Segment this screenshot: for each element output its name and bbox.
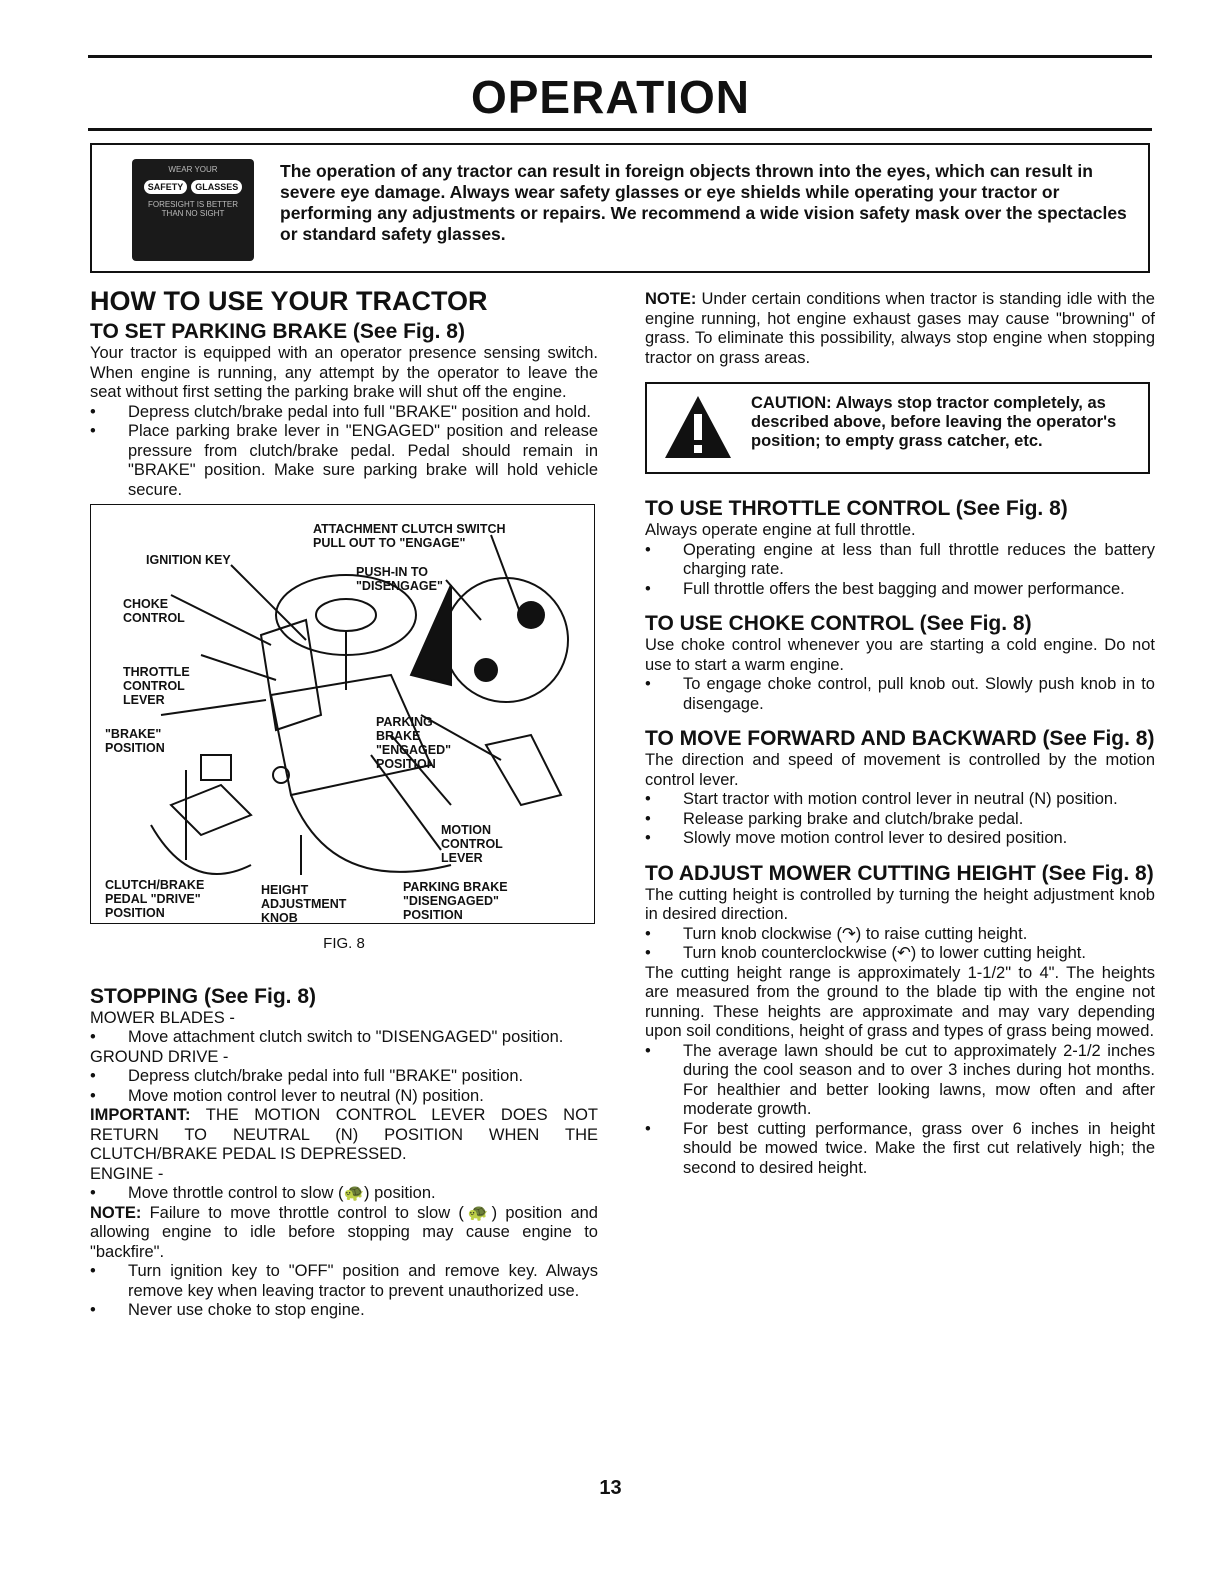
important-note: IMPORTANT: THE MOTION CONTROL LEVER DOES NOT RETURN TO NEUTRAL (N) POSITION WHEN THE CLUTCH/BRAKE PEDAL IS DEPRESSED.	[90, 1106, 599, 1163]
subheading-ground-drive: GROUND DRIVE -	[90, 1047, 229, 1066]
safety-glasses-icon: WEAR YOUR SAFETY GLASSES FORESIGHT IS BETTER THAN NO SIGHT	[132, 159, 254, 261]
label-ignition-key: IGNITION KEY	[146, 553, 231, 567]
list-item: • Depress clutch/brake pedal into full "BRAKE" position.	[90, 1067, 598, 1087]
parking-steps	[90, 403, 598, 501]
label-brake-position: "BRAKE" POSITION	[105, 727, 165, 755]
caution-box	[645, 382, 1150, 474]
choke-steps	[645, 675, 1155, 714]
list-item: • Full throttle offers the best bagging and mower performance.	[645, 580, 1155, 600]
label-parking-brake-engaged: PARKING BRAKE "ENGAGED" POSITION	[376, 715, 452, 771]
label-choke-control: CHOKE CONTROL	[123, 597, 185, 625]
list-item: • Turn knob clockwise (↷) to raise cutting height.	[645, 925, 1155, 945]
list-item: • Depress clutch/brake pedal into full "BRAKE" position and hold.	[90, 403, 598, 423]
top-rule	[88, 55, 1152, 58]
note-backfire: NOTE: Failure to move throttle control to slow (🐢) position and allowing engine to idle before stopping may cause engine to "backfire".	[90, 1203, 598, 1261]
list-item: • To engage choke control, pull knob out. Slowly push knob in to disengage.	[645, 675, 1155, 714]
list-item: • Turn knob counterclockwise (↶) to lower cutting height.	[645, 944, 1155, 964]
ground-steps	[90, 1067, 598, 1106]
list-item: • Operating engine at less than full throttle reduces the battery charging rate.	[645, 541, 1155, 580]
list-item: • Place parking brake lever in "ENGAGED" position and release pressure from clutch/brake pedal. Pedal should remain in "BRAKE" position. Make sure parking brake will hold vehicle secure.	[90, 422, 598, 500]
safety-warning-box	[90, 143, 1150, 273]
list-item: • Move motion control lever to neutral (N) position.	[90, 1087, 598, 1107]
label-height-knob: HEIGHT ADJUSTMENT KNOB	[261, 883, 347, 925]
subheading-mower-blades: MOWER BLADES -	[90, 1008, 235, 1027]
paragraph-height-range: The cutting height range is approximately 1-1/2" to 4". The heights are measured from the ground to the blade tip with the engine not running. These heights are approximate and may vary depending upon soil conditions, height of grass and types of grass being mowed.	[645, 963, 1155, 1040]
heading-move: TO MOVE FORWARD AND BACKWARD (See Fig. 8)	[645, 727, 1155, 750]
list-item: • Release parking brake and clutch/brake pedal.	[645, 810, 1155, 830]
title-rule	[88, 128, 1152, 131]
page-title: OPERATION	[470, 71, 751, 123]
paragraph-throttle: Always operate engine at full throttle.	[645, 521, 916, 539]
page-number: 13	[599, 1477, 622, 1499]
list-item: • Start tractor with motion control lever in neutral (N) position.	[645, 790, 1155, 810]
paragraph-choke: Use choke control whenever you are starting a cold engine. Do not use to start a warm engine.	[645, 636, 1155, 674]
label-push-in: PUSH-IN TO "DISENGAGE"	[356, 565, 443, 593]
move-steps	[645, 790, 1155, 849]
list-item: • Move throttle control to slow (🐢) position.	[90, 1184, 598, 1204]
warning-triangle-icon	[663, 394, 733, 460]
blades-steps	[90, 1028, 598, 1048]
figure-caption: FIG. 8	[323, 935, 365, 952]
paragraph-parking: Your tractor is equipped with an operator presence sensing switch. When engine is running, any attempt by the operator to leave the seat without first setting the parking brake will shut off the engine.	[90, 344, 598, 401]
caution-text: CAUTION: Always stop tractor completely, as described above, before leaving the operator's position; to empty grass catcher, etc.	[751, 394, 1117, 450]
note-browning: NOTE: Under certain conditions when tractor is standing idle with the engine running, hot engine exhaust gases may cause "browning" of grass. To eliminate this possibility, always stop engine when stopping tractor on grass areas.	[645, 290, 1155, 367]
list-item: • Move attachment clutch switch to "DISENGAGED" position.	[90, 1028, 598, 1048]
figure-8	[90, 504, 595, 924]
label-attachment-clutch: ATTACHMENT CLUTCH SWITCH PULL OUT TO "ENGAGE"	[313, 522, 506, 550]
list-item: • Never use choke to stop engine.	[90, 1301, 598, 1321]
throttle-steps	[645, 541, 1155, 600]
label-motion-control: MOTION CONTROL LEVER	[441, 823, 503, 865]
paragraph-height: The cutting height is controlled by turning the height adjustment knob in desired direction.	[645, 885, 1155, 923]
height-tips	[645, 1042, 1155, 1179]
heading-parking-brake: TO SET PARKING BRAKE (See Fig. 8)	[90, 320, 465, 343]
list-item: • Slowly move motion control lever to desired position.	[645, 829, 1155, 849]
engine-steps-2	[90, 1262, 598, 1321]
safety-warning-text: The operation of any tractor can result in foreign objects thrown into the eyes, which can result in severe eye damage. Always wear safety glasses or eye shields while operating your tractor or performing any adjustments or repairs. We recommend a wide vision safety mask over the spectacles or standard safety glasses.	[280, 161, 1127, 244]
tractor-controls-illustration	[91, 505, 593, 922]
label-throttle-control: THROTTLE CONTROL LEVER	[123, 665, 190, 707]
engine-steps	[90, 1184, 598, 1204]
heading-throttle: TO USE THROTTLE CONTROL (See Fig. 8)	[645, 497, 1068, 520]
label-parking-brake-disengaged: PARKING BRAKE "DISENGAGED" POSITION	[403, 880, 508, 922]
section-heading-how-to-use: HOW TO USE YOUR TRACTOR	[90, 286, 488, 316]
label-clutch-brake-pedal: CLUTCH/BRAKE PEDAL "DRIVE" POSITION	[105, 878, 205, 920]
list-item: • For best cutting performance, grass over 6 inches in height should be mowed twice. Make the first cut relatively high; the second to desired height.	[645, 1120, 1155, 1179]
heading-choke: TO USE CHOKE CONTROL (See Fig. 8)	[645, 612, 1032, 635]
list-item: • Turn ignition key to "OFF" position and remove key. Always remove key when leaving tractor to prevent unauthorized use.	[90, 1262, 598, 1301]
right-column	[645, 290, 1155, 1178]
heading-stopping: STOPPING (See Fig. 8)	[90, 984, 316, 1008]
list-item: • The average lawn should be cut to approximately 2-1/2 inches during the cool season and to over 3 inches during hot months. For healthier and better looking lawns, mow often and after moderate growth.	[645, 1042, 1155, 1120]
left-column	[90, 285, 598, 1321]
subheading-engine: ENGINE -	[90, 1164, 164, 1183]
heading-cutting-height: TO ADJUST MOWER CUTTING HEIGHT (See Fig. 8)	[645, 861, 1154, 885]
height-steps	[645, 925, 1155, 964]
paragraph-move: The direction and speed of movement is controlled by the motion control lever.	[645, 751, 1155, 789]
